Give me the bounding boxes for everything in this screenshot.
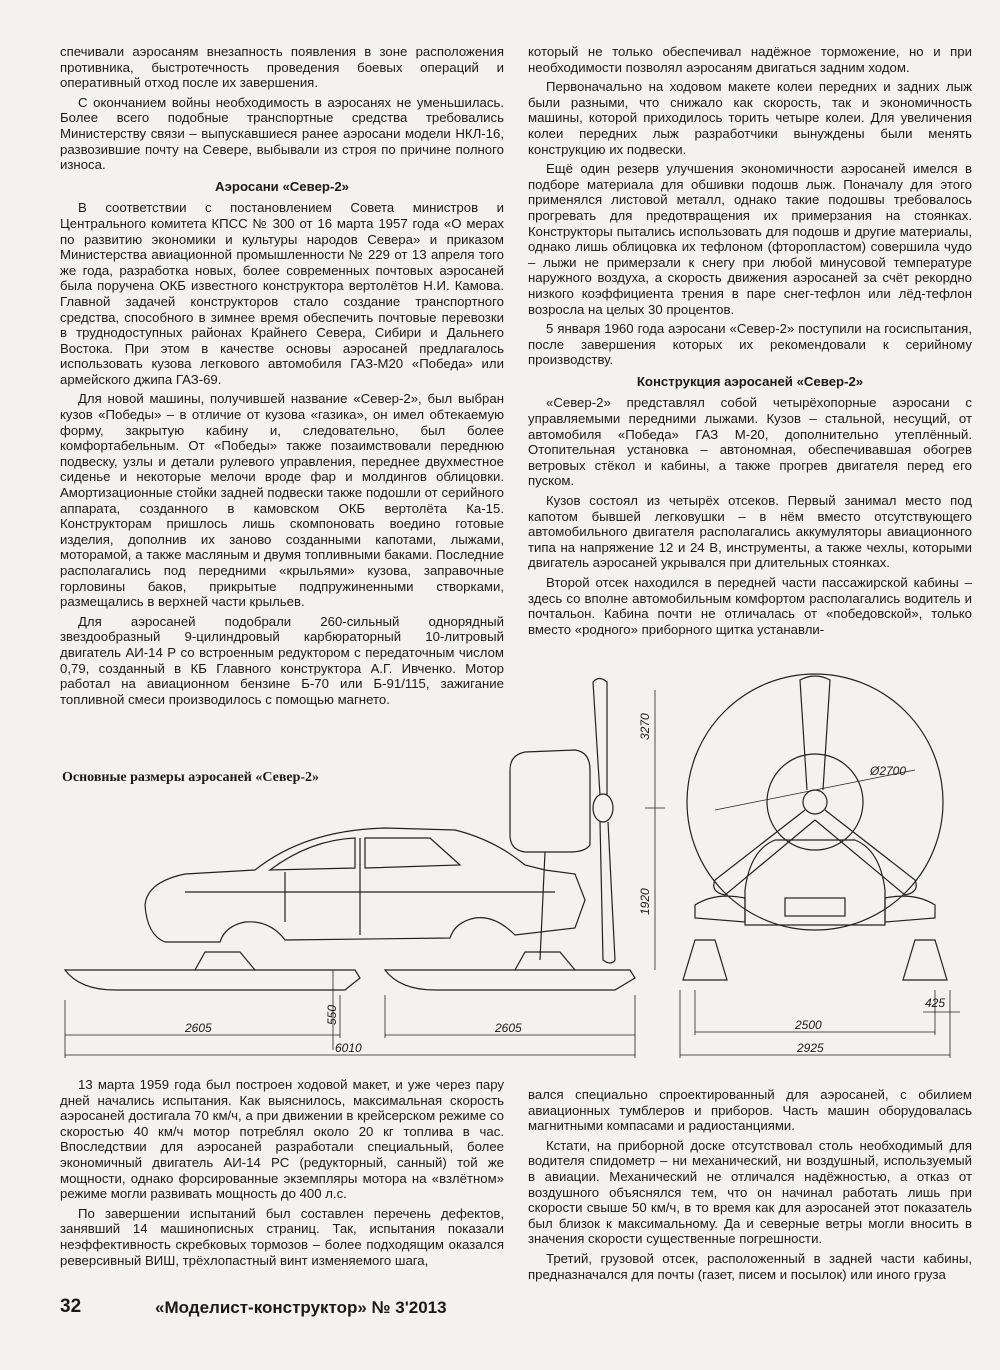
paragraph: 5 января 1960 года аэросани «Север-2» поступили на госиспытания, после завершения которых их рекомендовали к серийному производству. xyxy=(528,321,972,368)
column-bottom-left xyxy=(60,1077,504,1272)
nacelle-front xyxy=(767,754,863,850)
dim-ski-length-rear: 2605 xyxy=(185,1021,212,1035)
page-number: 32 xyxy=(60,1296,82,1317)
column-top-left xyxy=(60,44,504,711)
dim-front-track: 2500 xyxy=(795,1018,822,1032)
side-view xyxy=(65,679,665,1059)
section-heading: Аэросани «Север-2» xyxy=(214,178,350,194)
engine-nacelle xyxy=(510,750,590,852)
paragraph: «Север-2» представлял собой четырёхопорные аэросани с управляемыми передними лыжами. Кузов – стальной, несущий, от автомобиля «Победа» ГАЗ М-20, дополнительно утеплённый. Отопительная установка – автономная, обеспечивавшая обогрев ветровых стёкол и кабины, а также прогрев двигателя перед его пуском. xyxy=(528,395,972,489)
front-grille xyxy=(785,898,845,916)
paragraph: Ещё один резерв улучшения экономичности аэросаней имелся в подборе материала для обшивки подошв лыж. Поначалу для этого применялся листовой металл, однако такие подошвы требовалось прогревать для предотвращения их примерзания на стоянках. Конструкторы пытались использовать для подошв и другие материалы, однако лишь облицовка их тефлоном (фторопластом) совершила чудо – лыжи не примерзали к снегу при любой минусовой температуре наружного воздуха, а скорость движения аэросаней за счёт рекордно низкого коэффициента трения в паре снег-тефлон или лёд-тефлон возросла на целых 30 процентов. xyxy=(528,161,972,317)
engine-pylon xyxy=(540,852,545,960)
rear-ski xyxy=(65,970,360,990)
paragraph: Для аэросаней подобрали 260-сильный однорядный звездообразный 9-цилиндровый карбюраторный 10-литровый двигатель АИ-14 Р со встроенным редуктором с передаточным числом 0,79, созданный в КБ Главного конструктора А.Г. Ивченко. Мотор работал на авиационном бензине Б-70 или Б-91/115, зажигание топливной смеси производилось с помощью магнето. xyxy=(60,613,504,707)
paragraph: вался специально спроектированный для аэросаней, с обилием авиационных тумблеров и приборов. Часть машин оборудовалась магнитными компасами и радиостанциями. xyxy=(528,1087,972,1134)
paragraph: 13 марта 1959 года был построен ходовой макет, и уже через пару дней начались испытания. Как выяснилось, максимальная скорость аэросаней достигала 70 км/ч, а при движении в крейсерском режиме со скоростью 40 км/ч мотор потреблял около 20 кг топлива в час. Впоследствии для аэросаней разработали специальный, более экономичный двигатель АИ-14 РС (редукторный, санный) той же мощности, однако форсированные экземпляры мотора на «взлётном» режиме могли развивать мощность до 400 л.с. xyxy=(60,1077,504,1202)
dim-height-prop-axis: 1920 xyxy=(638,888,652,915)
figure-caption: Основные размеры аэросаней «Север-2» xyxy=(62,770,320,785)
paragraph: Первоначально на ходовом макете колеи передних и задних лыж были разными, что снижало как скорость, так и экономичность машины, которой приходилось торить четыре колеи. Для увеличения колеи передних лыж разработчики вынуждены были менять конструкцию их подвески. xyxy=(528,79,972,157)
paragraph: В соответствии с постановлением Совета министров и Центрального комитета КПСС № 300 от 16 марта 1957 года «О мерах по развитию экономики и культуры народов Севера» и приказом Министерства авиационной промышленности № 229 от 13 апреля того же года, разработка новых, более современных почтовых аэросаней была поручена ОКБ известного конструктора вертолётов Н.И. Камова. Главной задачей конструкторов стало создание транспортного средства, способного в зимнее время обеспечить почтовые перевозки в труднодоступных районах Крайнего Севера, Сибири и Дальнего Востока. При этом в качестве основы аэросаней предлагалось использовать кузова легкового автомобиля ГАЗ-М20 «Победа» или армейского джипа ГАЗ-69. xyxy=(60,200,504,387)
paragraph: Третий, грузовой отсек, расположенный в задней части кабины, предназначался для почты (газет, писем и посылок) или иного груза xyxy=(528,1250,972,1282)
front-ski-left xyxy=(683,940,727,980)
front-blade-left xyxy=(714,810,815,895)
paragraph: С окончанием войны необходимость в аэросанях не уменьшилась. Более всего подобные транспортные средства требовались Министерству связи – выпускавшиеся ранее аэросани модели НКЛ-16, развозившие почту на Севере, выбывали из строя по причине полного износа. xyxy=(60,94,504,173)
propeller-disc xyxy=(687,674,943,930)
front-fenders xyxy=(695,896,935,922)
car-windows xyxy=(270,838,460,870)
paragraph: Кузов состоял из четырёх отсеков. Первый занимал место под капотом бывшей легковушки – в нём вместо отсутствующего автомобильного двигателя располагались аккумуляторы авиационного типа на напряжение 12 и 24 В, инструменты, а также чехлы, которыми двигатель аэросаней укрывался при длительных стоянках. xyxy=(528,493,972,571)
front-view xyxy=(680,674,960,1058)
front-ski xyxy=(385,970,635,990)
dim-overall-width: 2925 xyxy=(797,1041,824,1055)
front-blade-up xyxy=(800,676,830,790)
car-front-body xyxy=(745,840,885,925)
dim-height-total: 3270 xyxy=(638,713,652,740)
dim-overall-length: 6010 xyxy=(335,1041,362,1055)
propeller-blade-lower xyxy=(600,822,615,963)
dim-ski-width: 425 xyxy=(925,996,946,1010)
propeller-blade-upper xyxy=(593,679,607,796)
dim-ski-length-front: 2605 xyxy=(495,1021,522,1035)
hub-front xyxy=(803,790,827,814)
paragraph: По завершении испытаний был составлен перечень дефектов, занявший 14 машинописных страниц. Так, испытания показали неэффективность скребковых тормозов – более подходящим оказался реверсивный ВИШ, трёхлопастный винт изменяемого шага, xyxy=(60,1205,504,1268)
magazine-title: «Моделист-конструктор» № 3'2013 xyxy=(155,1298,447,1317)
column-bottom-right xyxy=(528,1087,972,1286)
aerosled-drawing xyxy=(55,660,990,1070)
paragraph: Для новой машины, получившей название «Север-2», был выбран кузов «Победы» – в отличие от кузова «газика», он имел обтекаемую форму, закрытую кабину и, следовательно, был более комфортабельным. От «Победы» также позаимствовали переднюю подвеску, узлы и детали рулевого управления, переднее двухместное сиденье и некоторые мелочи вроде фар и молдингов облицовки. Амортизационные стойки задней подвески также подошли от серийного аппарата, созданного в камовском ОКБ вертолёта Ка-15. Конструкторам пришлось лишь скомпоновать воедино готовые изделия, дополнив их заново созданными капотами, лыжами, моторамой, а также масляным и двумя топливными баками. Последние располагались под передними «крыльями» кузова, заправочные горловины баков, прикрытые подпружиненными створками, размещались в верхней части крыльев. xyxy=(60,391,504,610)
paragraph: который не только обеспечивал надёжное торможение, но и при необходимости позволял аэросаням двигаться задним ходом. xyxy=(528,44,972,75)
paragraph: Второй отсек находился в передней части пассажирской кабины – здесь со вполне автомобильным комфортом располагались водитель и почтальон. Кабина почти не отличалась от «победовской», только вместо «родного» приборного щитка устанавли- xyxy=(528,575,972,637)
paragraph: Кстати, на приборной доске отсутствовал столь необходимый для водителя спидометр – ни механический, ни воздушный, используемый в авиации. Механический не отличался надёжностью, а отказ от воздушного объяснялся тем, что он начинал работать лишь при скорости свыше 50 км/ч, в то время как для аэросаней этот показатель был близок к максимальному. Да и северные ветры могли вносить в значения скорости существенные погрешности. xyxy=(528,1137,972,1247)
section-heading: Конструкция аэросаней «Север-2» xyxy=(636,373,864,389)
column-top-right xyxy=(528,44,972,641)
rear-strut xyxy=(195,952,255,970)
dim-prop-diameter: Ø2700 xyxy=(870,764,907,778)
front-strut xyxy=(515,952,575,970)
front-ski-right xyxy=(903,940,947,980)
propeller-hub xyxy=(593,794,613,822)
paragraph: спечивали аэросаням внезапность появления в зоне расположения противника, быстротечность проведения боевых операций и оперативный отход после их завершения. xyxy=(60,44,504,91)
front-blade-right xyxy=(815,810,916,895)
dim-ski-height: 550 xyxy=(325,1004,339,1025)
